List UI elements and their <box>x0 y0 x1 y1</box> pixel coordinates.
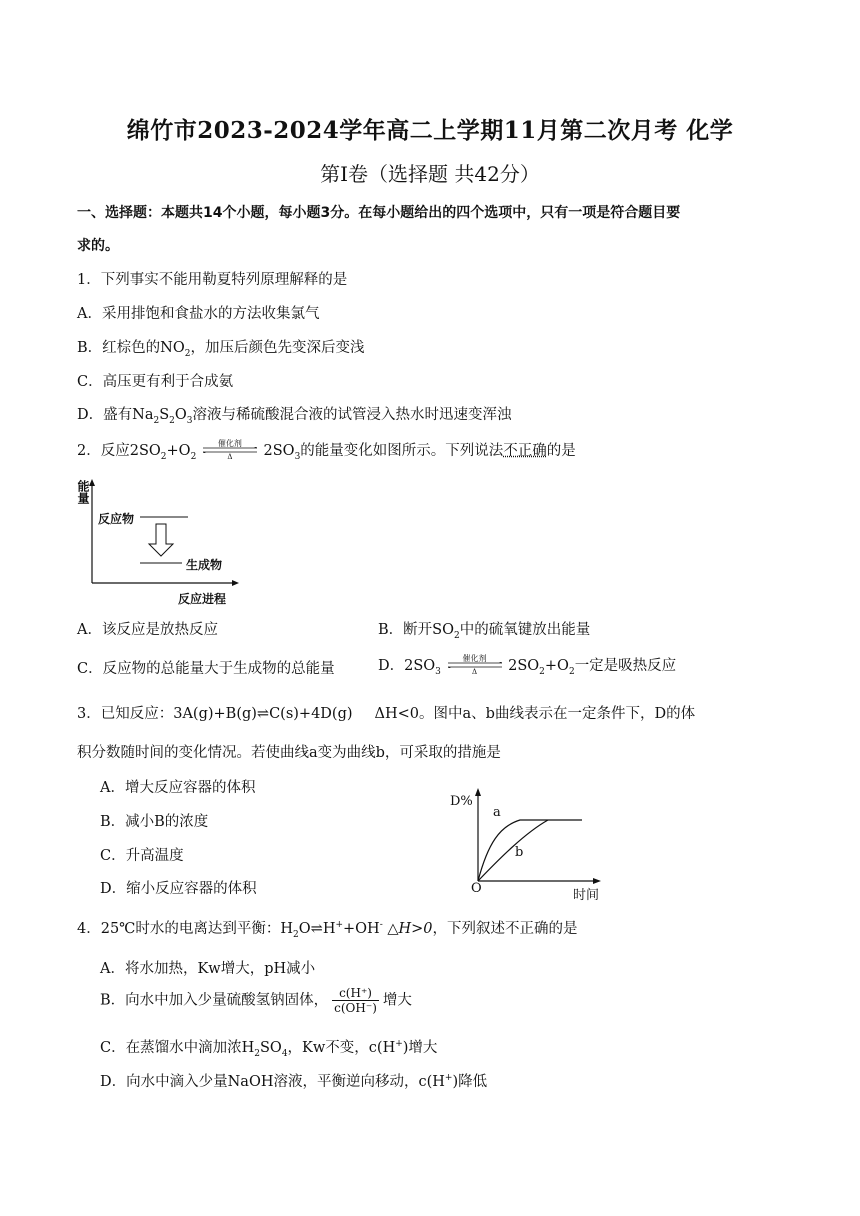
time-axis-label: 时间 <box>573 888 600 903</box>
q4-option-c: C．在蒸馏水中滴加浓$H_2SO_4$，Kw不变，c(H+)增大 <box>100 1039 438 1059</box>
page-title: 绵竹市2023-2024学年高二上学期11月第二次月考 化学 <box>126 117 734 144</box>
page-subtitle: 第I卷（选择题 共42分） <box>320 162 540 186</box>
q3-option-a: A．增大反应容器的体积 <box>100 780 256 796</box>
section-heading-line2: 求的。 <box>77 238 119 254</box>
q2-option-c: C．反应物的总能量大于生成物的总能量 <box>77 661 335 677</box>
reaction-progress-label: 反应进程 <box>178 592 227 606</box>
q1-option-b: B．红棕色的$NO_2$，加压后颜色先变深后变浅 <box>77 340 365 359</box>
d-percent-time-graph <box>470 788 610 898</box>
energy-axis-label: 能量 <box>76 480 90 504</box>
q2-option-b: B．断开$SO_2$中的硫氧键放出能量 <box>378 622 591 641</box>
section-heading-line1: 一、选择题：本题共14个小题，每小题3分。在每小题给出的四个选项中，只有一项是符合题目要 <box>77 205 681 221</box>
q3-option-b: B．减小B的浓度 <box>100 814 209 830</box>
q4-stem: 4．25℃时水的电离达到平衡：$H_2O\rightleftharpoons H^++OH^-$ △H>0，下列叙述不正确的是 <box>77 920 578 940</box>
reversible-arrow-icon: 催化剂 Δ <box>203 442 257 460</box>
origin-label: O <box>471 881 482 896</box>
curve-a <box>478 820 582 881</box>
curve-a-label: a <box>493 805 501 820</box>
q4-option-d: D．向水中滴入少量NaOH溶液，平衡逆向移动，c(H+)降低 <box>100 1073 488 1090</box>
q2-option-a: A．该反应是放热反应 <box>77 622 218 638</box>
product-label: 生成物 <box>186 558 223 572</box>
q1-option-c: C．高压更有利于合成氨 <box>77 374 234 390</box>
q4-option-b: B．向水中加入少量硫酸氢钠固体， $\frac{c(H^+)}{c(OH^-)}$ 增大 <box>100 986 412 1015</box>
curve-b-label: b <box>515 845 524 860</box>
q3-option-c: C．升高温度 <box>100 848 184 864</box>
q3-stem-line2: 积分数随时间的变化情况。若使曲线a变为曲线b，可采取的措施是 <box>77 745 501 761</box>
q1-option-a: A．采用排饱和食盐水的方法收集氯气 <box>77 306 320 322</box>
energy-diagram <box>74 476 244 606</box>
q1-stem: 1．下列事实不能用勒夏特列原理解释的是 <box>77 272 348 288</box>
q1-option-d: D．盛有$Na_2S_2O_3$溶液与稀硫酸混合液的试管浸入热水时迅速变浑浊 <box>77 407 512 426</box>
q4-option-a: A．将水加热，Kw增大，pH减小 <box>100 961 316 977</box>
d-percent-axis-label: D% <box>450 794 473 809</box>
q2-stem: 2．反应$2SO_2+O_2$ 催化剂 Δ $2SO_3$的能量变化如图所示。下列说法不正确的是 <box>77 439 576 462</box>
q2-option-d: D．$2SO_3$ 催化剂 Δ $2SO_2+O_2$一定是吸热反应 <box>378 654 677 677</box>
ratio-fraction: $\frac{c(H^+)}{c(OH^-)}$ <box>334 986 377 1015</box>
reversible-arrow-icon: 催化剂 Δ <box>448 657 502 675</box>
q3-stem-line1: 3．已知反应：3A(g)+B(g)⇌C(s)+4D(g) ΔH<0。图中a、b曲线表示在一定条件下，D的体 <box>77 706 696 722</box>
reactant-label: 反应物 <box>98 512 135 526</box>
q3-option-d: D．缩小反应容器的体积 <box>100 881 257 897</box>
